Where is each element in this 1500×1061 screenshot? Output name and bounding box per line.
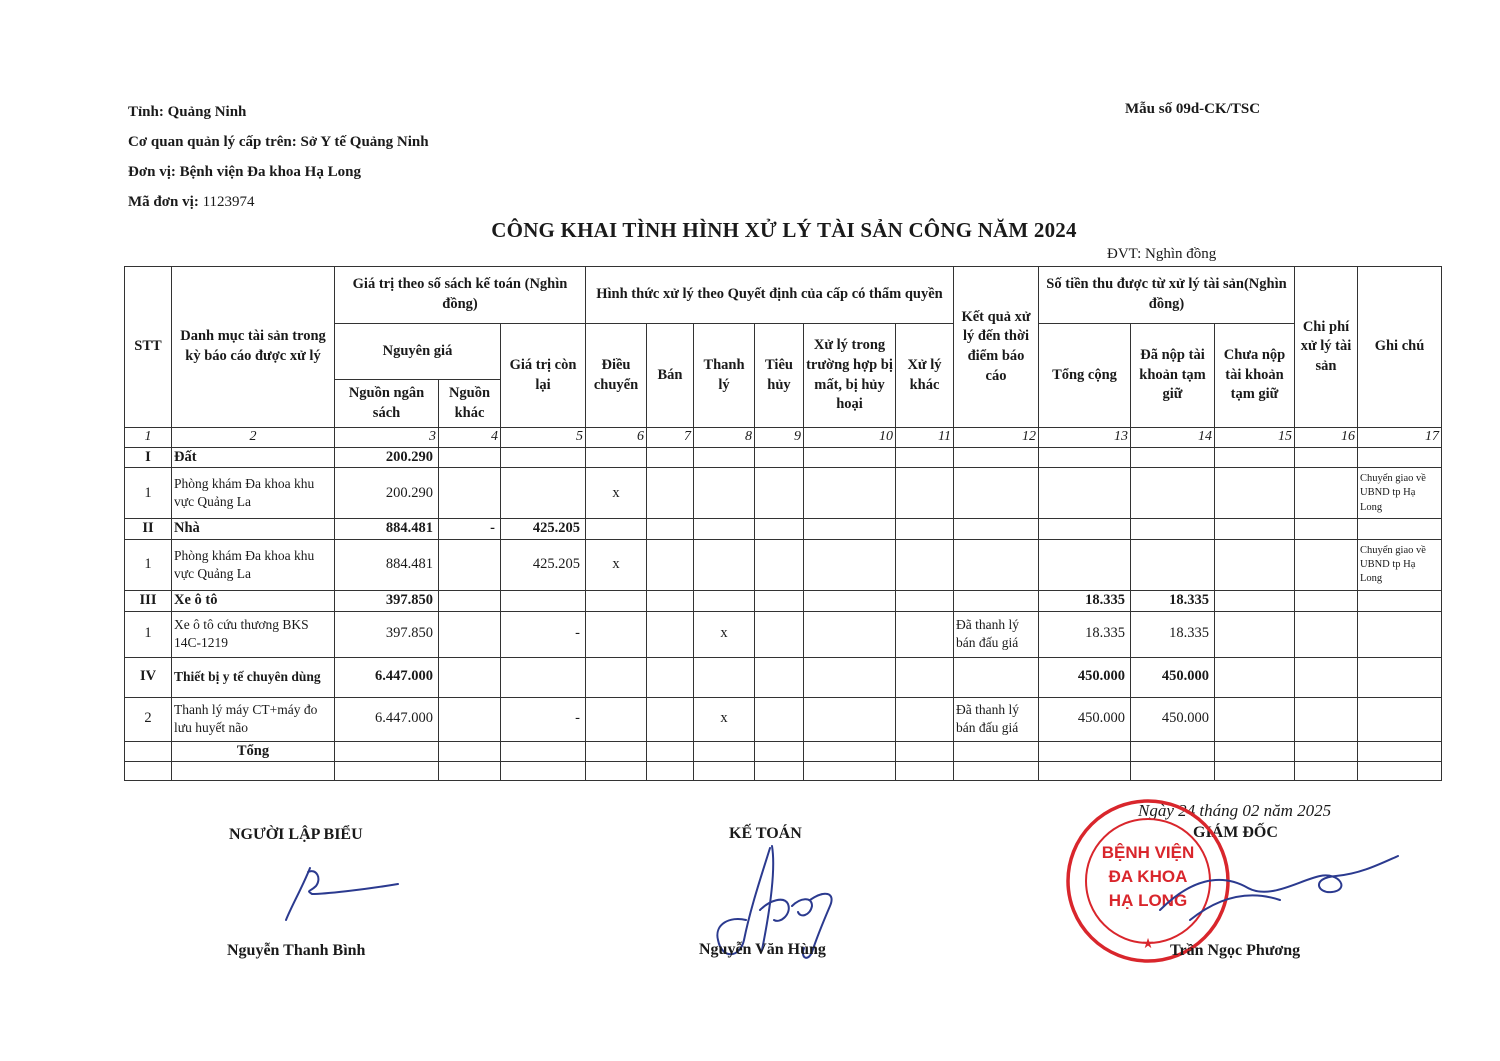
svg-text:HẠ LONG: HẠ LONG — [1108, 891, 1188, 910]
row-remaining: 425.205 — [501, 519, 586, 540]
unit-name-label: Đơn vị: Bệnh viện Đa khoa Hạ Long — [128, 164, 361, 180]
col-liquidation: Thanh lý — [694, 324, 755, 428]
table-row — [125, 611, 1442, 657]
col-transfer: Điều chuyển — [586, 324, 647, 428]
row-remaining: 425.205 — [501, 540, 586, 591]
svg-text:★: ★ — [1141, 935, 1155, 951]
row-budget: 397.850 — [335, 611, 439, 657]
page-title: CÔNG KHAI TÌNH HÌNH XỬ LÝ TÀI SẢN CÔNG NĂM 2024 — [491, 218, 1077, 242]
table-row — [125, 468, 1442, 519]
col-number: 13 — [1039, 428, 1131, 448]
row-name: Thanh lý máy CT+máy đo lưu huyết não — [172, 697, 335, 741]
preparer-role: NGƯỜI LẬP BIỂU — [229, 826, 363, 843]
row-budget: 884.481 — [335, 540, 439, 591]
col-book-value-group: Giá trị theo số sách kế toán (Nghìn đồng) — [335, 267, 586, 324]
col-number: 7 — [647, 428, 694, 448]
row-name: Phòng khám Đa khoa khu vực Quảng La — [172, 468, 335, 519]
row-total: 18.335 — [1039, 591, 1131, 612]
col-state-budget: Nguồn ngân sách — [335, 380, 439, 428]
unit-code-value: 1123974 — [202, 194, 255, 210]
superior-agency-label: Cơ quan quản lý cấp trên: Sở Y tế Quảng Ninh — [128, 134, 429, 150]
col-number: 10 — [804, 428, 896, 448]
row-other: - — [439, 519, 501, 540]
accountant-name: Nguyễn Văn Hùng — [699, 941, 826, 958]
row-paid: 18.335 — [1131, 611, 1215, 657]
row-stt: III — [125, 591, 172, 612]
col-number: 8 — [694, 428, 755, 448]
director-role: GIÁM ĐỐC — [1193, 824, 1278, 841]
table-row — [125, 591, 1442, 612]
col-handling-cost: Chi phí xử lý tài sản — [1295, 267, 1358, 428]
col-sale: Bán — [647, 324, 694, 428]
row-total: 450.000 — [1039, 697, 1131, 741]
col-number: 12 — [954, 428, 1039, 448]
col-number: 11 — [896, 428, 954, 448]
col-original-price: Nguyên giá — [335, 324, 501, 380]
row-result: Đã thanh lý bán đấu giá — [954, 611, 1039, 657]
col-notes: Ghi chú — [1358, 267, 1442, 428]
row-transfer-mark: x — [586, 540, 647, 591]
row-stt: II — [125, 519, 172, 540]
row-note: Chuyển giao về UBND tp Hạ Long — [1358, 540, 1442, 591]
row-liquidation-mark: x — [694, 697, 755, 741]
row-liquidation-mark: x — [694, 611, 755, 657]
table-row — [125, 657, 1442, 697]
table-row — [125, 762, 1442, 781]
row-budget: 6.447.000 — [335, 697, 439, 741]
row-stt: 1 — [125, 468, 172, 519]
row-paid: 18.335 — [1131, 591, 1215, 612]
row-stt: 2 — [125, 697, 172, 741]
preparer-signature — [282, 860, 412, 930]
col-other-source: Nguồn khác — [439, 380, 501, 428]
col-paid-to-temp: Đã nộp tài khoản tạm giữ — [1131, 324, 1215, 428]
table-row — [125, 540, 1442, 591]
col-number: 4 — [439, 428, 501, 448]
row-name: Xe ô tô cứu thương BKS 14C-1219 — [172, 611, 335, 657]
row-transfer-mark: x — [586, 468, 647, 519]
row-name: Đất — [172, 447, 335, 468]
director-name: Trần Ngọc Phương — [1170, 942, 1301, 959]
col-destroy: Tiêu hủy — [755, 324, 804, 428]
total-label: Tổng — [172, 741, 335, 762]
col-number: 17 — [1358, 428, 1442, 448]
col-revenue-group: Số tiền thu được từ xử lý tài sản(Nghìn đồng) — [1039, 267, 1295, 324]
row-budget: 200.290 — [335, 468, 439, 519]
row-budget: 200.290 — [335, 447, 439, 468]
row-note: Chuyển giao về UBND tp Hạ Long — [1358, 468, 1442, 519]
currency-unit: ĐVT: Nghìn đồng — [1107, 246, 1217, 262]
col-total: Tổng cộng — [1039, 324, 1131, 428]
col-number: 16 — [1295, 428, 1358, 448]
unit-code — [128, 194, 255, 211]
col-number: 15 — [1215, 428, 1295, 448]
row-stt: 1 — [125, 540, 172, 591]
col-other-handling: Xử lý khác — [896, 324, 954, 428]
col-number: 1 — [125, 428, 172, 448]
col-number: 3 — [335, 428, 439, 448]
row-budget: 884.481 — [335, 519, 439, 540]
row-remaining: - — [501, 611, 586, 657]
col-result: Kết quả xử lý đến thời điểm báo cáo — [954, 267, 1039, 428]
row-total: 18.335 — [1039, 611, 1131, 657]
row-stt: IV — [125, 657, 172, 697]
form-number: Mẫu số 09d-CK/TSC — [1125, 101, 1261, 117]
row-remaining: - — [501, 697, 586, 741]
province-label: Tỉnh: Quảng Ninh — [128, 104, 247, 120]
col-not-paid: Chưa nộp tài khoản tạm giữ — [1215, 324, 1295, 428]
col-asset-list: Danh mục tài sản trong kỳ báo cáo được xử lý — [172, 267, 335, 428]
unit-code-label: Mã đơn vị: — [128, 194, 199, 210]
director-signature — [1150, 850, 1410, 930]
col-stt: STT — [125, 267, 172, 428]
row-stt: 1 — [125, 611, 172, 657]
row-budget: 397.850 — [335, 591, 439, 612]
svg-text:BỆNH VIỆN: BỆNH VIỆN — [1101, 843, 1195, 862]
table-row — [125, 697, 1442, 741]
col-number: 6 — [586, 428, 647, 448]
row-stt: I — [125, 447, 172, 468]
col-lost-damaged: Xử lý trong trường hợp bị mất, bị hủy hoại — [804, 324, 896, 428]
row-result: Đã thanh lý bán đấu giá — [954, 697, 1039, 741]
table-row — [125, 519, 1442, 540]
row-name: Nhà — [172, 519, 335, 540]
preparer-name: Nguyễn Thanh Bình — [227, 942, 366, 959]
svg-text:ĐA KHOA: ĐA KHOA — [1108, 867, 1188, 886]
accountant-role: KẾ TOÁN — [729, 825, 802, 842]
signing-date: Ngày 24 tháng 02 năm 2025 — [1138, 801, 1332, 820]
total-row — [125, 741, 1442, 762]
table-row — [125, 447, 1442, 468]
col-number: 5 — [501, 428, 586, 448]
column-number-row — [125, 428, 1442, 448]
row-name: Thiết bị y tế chuyên dùng — [172, 657, 335, 697]
col-number: 9 — [755, 428, 804, 448]
row-paid: 450.000 — [1131, 697, 1215, 741]
row-budget: 6.447.000 — [335, 657, 439, 697]
row-total: 450.000 — [1039, 657, 1131, 697]
row-name: Phòng khám Đa khoa khu vực Quảng La — [172, 540, 335, 591]
col-number: 14 — [1131, 428, 1215, 448]
col-remaining-value: Giá trị còn lại — [501, 324, 586, 428]
col-handling-group: Hình thức xử lý theo Quyết định của cấp có thẩm quyền — [586, 267, 954, 324]
row-name: Xe ô tô — [172, 591, 335, 612]
row-paid: 450.000 — [1131, 657, 1215, 697]
col-number: 2 — [172, 428, 335, 448]
asset-disposal-table — [124, 266, 1442, 781]
